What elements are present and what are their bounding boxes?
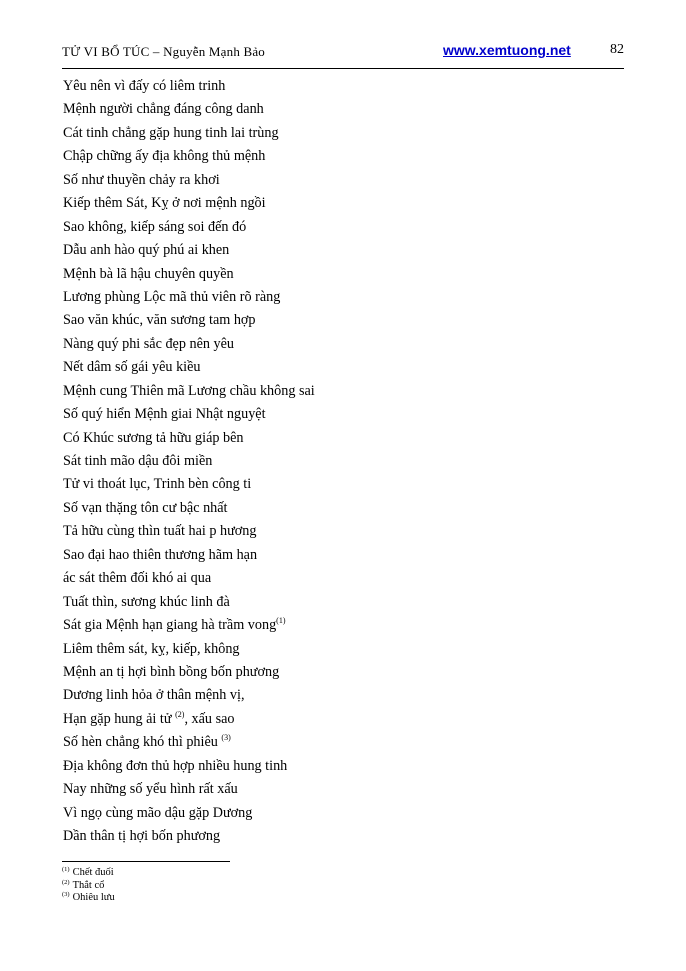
verse-text: Sát tinh mão dậu đôi miền: [63, 453, 213, 469]
verse-text: Chập chững ấy địa không thủ mệnh: [63, 148, 266, 165]
verse-text: Số hèn chẳng khó thì phiêu: [63, 734, 222, 751]
footnote-item: [62, 892, 115, 905]
verse-text: Địa không đơn thủ hợp nhiều hung tinh: [63, 757, 288, 774]
verse-text: Liêm thêm sát, kỵ, kiếp, không: [63, 640, 240, 657]
verse-line: [63, 403, 315, 426]
footnote-text: Thắt cổ: [72, 879, 105, 891]
footnote-mark: (1): [62, 866, 70, 873]
verse-line: [63, 450, 315, 473]
footnote-text: Chết đuối: [72, 867, 114, 878]
verse-text: Lương phùng Lộc mã thủ viên rõ ràng: [63, 288, 281, 305]
verse-line: [63, 731, 315, 754]
verse-line: [63, 333, 315, 356]
verse-text: Số như thuyền chảy ra khơi: [63, 171, 220, 188]
verse-line: [63, 802, 315, 825]
verse-line: [63, 239, 315, 262]
verse-line: [63, 98, 315, 121]
footnote-divider: [62, 861, 230, 862]
verse-line: [63, 661, 315, 684]
footnote-mark: (3): [62, 891, 70, 898]
verse-line: [63, 192, 315, 215]
verse-text: Kiếp thêm Sát, Kỵ ở nơi mệnh ngồi: [63, 195, 266, 212]
page-number: 82: [610, 42, 624, 57]
verse-text: Cát tinh chẳng gặp hung tinh lai trùng: [63, 124, 279, 141]
verse-line: [63, 497, 315, 520]
verse-line: [63, 755, 315, 778]
verse-text: Yêu nên vì đấy có liêm trinh: [63, 78, 226, 94]
verse-line: [63, 473, 315, 496]
verse-line: [63, 614, 315, 637]
verse-text: Mệnh người chẳng đáng công danh: [63, 101, 264, 118]
verse-text: ác sát thêm đối khó ai qua: [63, 570, 212, 587]
verse-text: Dần thân tị hợi bốn phương: [63, 828, 221, 844]
verse-line: [63, 122, 315, 145]
verse-text: Vì ngọ cùng mão dậu gặp Dương: [63, 804, 253, 821]
footnotes: [62, 867, 115, 905]
footnote-mark: (2): [62, 878, 70, 886]
verse-line: [63, 356, 315, 379]
footnote-marker: (2): [175, 709, 185, 719]
verse-line: [63, 75, 315, 98]
footnote-marker: (3): [221, 733, 231, 743]
verse-text: Sao đại hao thiên thương hãm hạn: [63, 546, 258, 563]
verse-line: [63, 544, 315, 567]
verse-line: [63, 145, 315, 168]
page-header: [62, 42, 624, 64]
verse-text: Dẫu anh hào quý phú ai khen: [63, 242, 230, 259]
verse-line: [63, 638, 315, 661]
verse-line: [63, 591, 315, 614]
verse-text: Hạn gặp hung ải tử: [63, 710, 176, 727]
verse-line: [63, 309, 315, 332]
verse-text: Nết dâm số gái yêu kiều: [63, 359, 201, 376]
footnote-text: Ohiêu lưu: [72, 892, 115, 903]
verse-line: [63, 567, 315, 590]
poem-body: [63, 75, 315, 848]
verse-line: [63, 216, 315, 239]
verse-line: [63, 380, 315, 403]
verse-text-after: , xấu sao: [184, 710, 235, 727]
verse-text: Dương linh hỏa ở thân mệnh vị,: [63, 687, 245, 704]
verse-line: [63, 169, 315, 192]
verse-text: Mệnh bà lã hậu chuyên quyền: [63, 265, 234, 282]
footnote-item: [62, 867, 115, 880]
verse-line: [63, 684, 315, 707]
verse-text: Số vạn thặng tôn cư bậc nhất: [63, 499, 228, 516]
verse-text: Sao văn khúc, văn sương tam hợp: [63, 312, 256, 329]
verse-text: Sao không, kiếp sáng soi đến đó: [63, 218, 247, 235]
verse-text: Có Khúc sương tả hữu giáp bên: [63, 429, 244, 446]
verse-line: [63, 427, 315, 450]
verse-text: Mệnh an tị hợi bình bồng bốn phương: [63, 663, 280, 680]
verse-line: [63, 778, 315, 801]
verse-text: Mệnh cung Thiên mã Lương chầu không sai: [63, 382, 315, 399]
verse-line: [63, 708, 315, 731]
verse-line: [63, 286, 315, 309]
verse-text: Tử vi thoát lục, Trinh bèn công ti: [63, 476, 252, 493]
verse-text: Tả hữu cùng thìn tuất hai p hương: [63, 523, 257, 540]
footnote-marker: (1): [276, 616, 286, 626]
verse-text: Sát gia Mệnh hạn giang hà trầm vong: [63, 617, 277, 634]
verse-text: Tuất thìn, sương khúc linh đà: [63, 593, 230, 610]
verse-text: Nay những số yểu hình rất xấu: [63, 781, 238, 798]
verse-text: Số quý hiển Mệnh giai Nhật nguyệt: [63, 406, 266, 423]
verse-line: [63, 825, 315, 848]
book-title: TỬ VI BỔ TÚC – Nguyễn Mạnh Bảo: [62, 44, 266, 59]
header-divider: [62, 68, 624, 69]
verse-line: [63, 263, 315, 286]
verse-text: Nàng quý phi sắc đẹp nên yêu: [63, 335, 234, 352]
verse-line: [63, 520, 315, 543]
website-link[interactable]: www.xemtuong.net: [443, 42, 571, 58]
